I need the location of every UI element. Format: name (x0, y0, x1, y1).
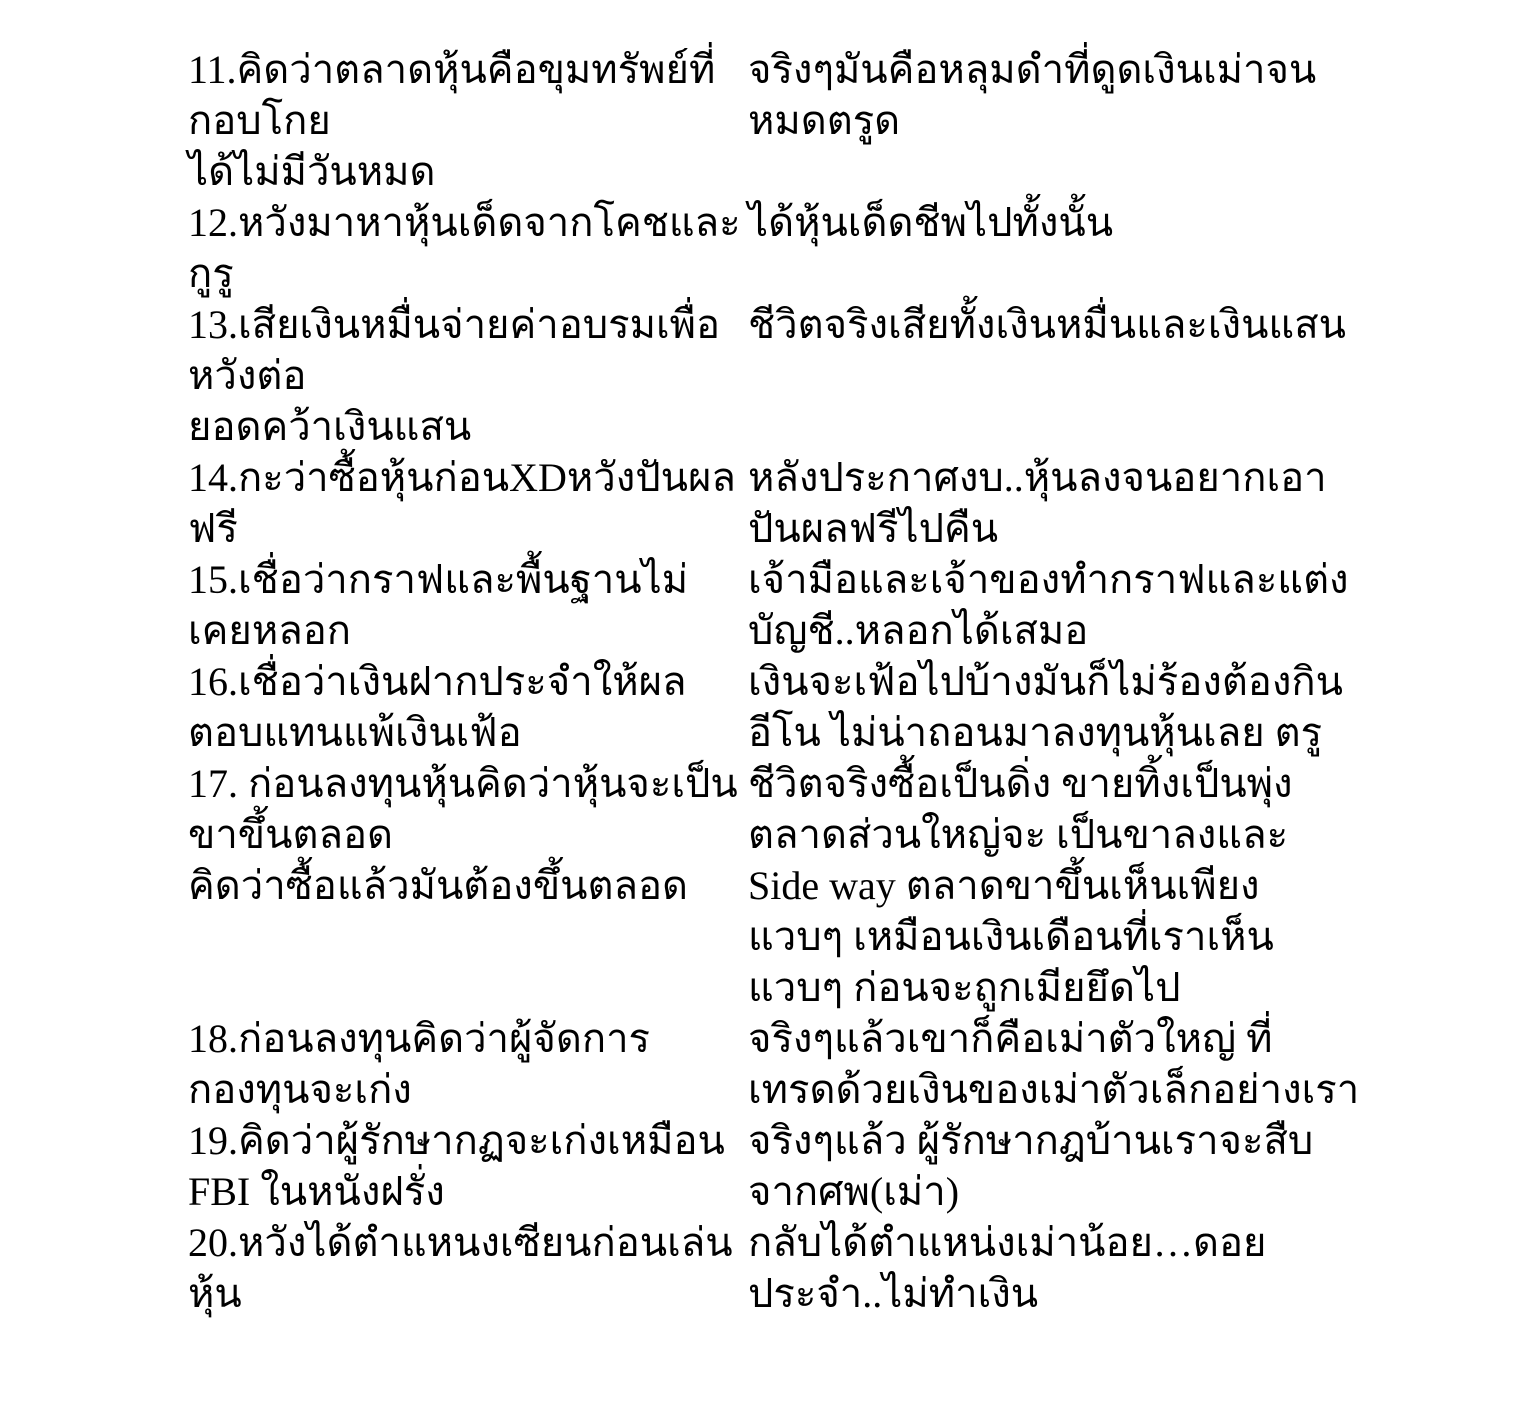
table-row (188, 1013, 1388, 1115)
reality-cell: กลับได้ตำแหน่งเม่าน้อย…ดอย ประจำ..ไม่ทำเงิน (748, 1220, 1267, 1316)
reality-cell: ชีวิตจริงเสียทั้งเงินหมื่นและเงินแสน (748, 302, 1346, 347)
reality-cell: เงินจะเฟ้อไปบ้างมันก็ไม่ร้องต้องกิน อีโน ไม่น่าถอนมาลงทุนหุ้นเลย ตรู (748, 659, 1343, 755)
table-row (188, 452, 1388, 554)
table-row (188, 1217, 1388, 1319)
expectation-cell: 14.กะว่าซื้อหุ้นก่อนXDหวังปันผล ฟรี (188, 455, 736, 551)
expectation-cell: 17. ก่อนลงทุนหุ้นคิดว่าหุ้นจะเป็น ขาขึ้นตลอด คิดว่าซื้อแล้วมันต้องขึ้นตลอด (188, 761, 738, 908)
expectation-cell: 13.เสียเงินหมื่นจ่ายค่าอบรมเพื่อ หวังต่อ ยอดคว้าเงินแสน (188, 302, 721, 449)
expectation-cell: 19.คิดว่าผู้รักษากฏจะเก่งเหมือน FBI ในหนังฝรั่ง (188, 1118, 725, 1214)
reality-cell: จริงๆแล้ว ผู้รักษากฎบ้านเราจะสืบ จากศพ(เม่า) (748, 1118, 1314, 1214)
table-row (188, 656, 1388, 758)
expectation-cell: 12.หวังมาหาหุ้นเด็ดจากโคชและ กูรู (188, 200, 741, 296)
reality-cell: จริงๆมันคือหลุมดำที่ดูดเงินเม่าจน หมดตรูด (748, 47, 1317, 143)
expectation-cell: 15.เชื่อว่ากราฟและพื้นฐานไม่ เคยหลอก (188, 557, 689, 653)
table-row (188, 758, 1388, 1013)
comparison-table (188, 44, 1388, 1319)
reality-cell: ได้หุ้นเด็ดชีพไปทั้งนั้น (748, 200, 1114, 245)
reality-cell: หลังประกาศงบ..หุ้นลงจนอยากเอา ปันผลฟรีไปคืน (748, 455, 1327, 551)
table-row (188, 299, 1388, 452)
table-row (188, 554, 1388, 656)
expectation-cell: 11.คิดว่าตลาดหุ้นคือขุมทรัพย์ที่ กอบโกย ได้ไม่มีวันหมด (188, 47, 716, 194)
table-row (188, 44, 1388, 197)
expectation-cell: 18.ก่อนลงทุนคิดว่าผู้จัดการ กองทุนจะเก่ง (188, 1016, 651, 1112)
expectation-cell: 20.หวังได้ตำแหนงเซียนก่อนเล่น หุ้น (188, 1220, 733, 1316)
reality-cell: ชีวิตจริงซื้อเป็นดิ่ง ขายทิ้งเป็นพุ่ง ตลาดส่วนใหญ่จะ เป็นขาลงและ Side way ตลาดขาขึ้นเห็นเพียง แวบๆ เหมือนเงินเดือนที่เราเห็น แวบๆ ก่อนจะถูกเมียยึดไป (748, 761, 1293, 1010)
table-row (188, 1115, 1388, 1217)
table-row (188, 197, 1388, 299)
reality-cell: จริงๆแล้วเขาก็คือเม่าตัวใหญ่ ที่ เทรดด้วยเงินของเม่าตัวเล็กอย่างเรา (748, 1016, 1360, 1112)
reality-cell: เจ้ามือและเจ้าของทำกราฟและแต่ง บัญชี..หลอกได้เสมอ (748, 557, 1349, 653)
cropped-glyph-fragment (912, 0, 924, 2)
expectation-cell: 16.เชื่อว่าเงินฝากประจำให้ผล ตอบแทนแพ้เงินเฟ้อ (188, 659, 687, 755)
